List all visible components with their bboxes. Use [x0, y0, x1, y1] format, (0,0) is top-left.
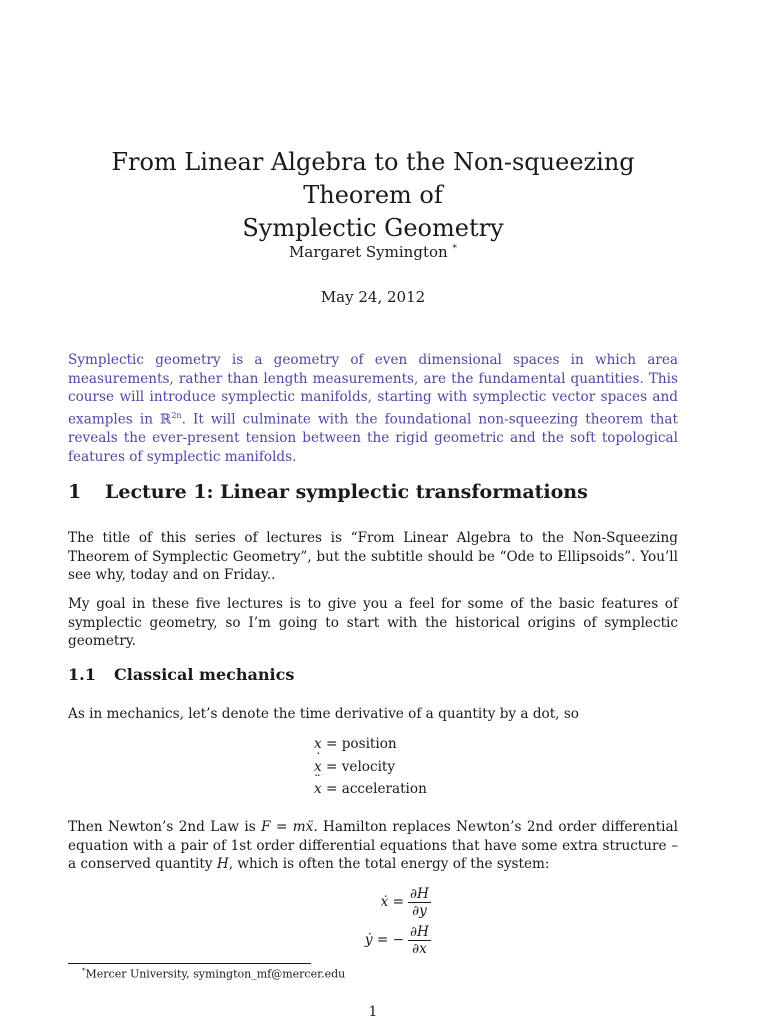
- equation-position: x = position: [314, 736, 397, 752]
- section-number: 1: [68, 481, 82, 503]
- hamiltonian-symbol: H: [216, 856, 229, 873]
- newton-law: F = mẍ: [261, 819, 314, 835]
- paragraph-4-text-b: . Hamilton replaces Newton’s 2nd order differential equation with a pair of 1st order differential equations that have some extra structure – a conserved quantity: [68, 819, 678, 873]
- footnote-rule: [68, 963, 311, 964]
- equation-rhs: position: [341, 736, 397, 752]
- title-line-1: From Linear Algebra to the Non-squeezing Theorem of: [111, 148, 635, 209]
- author-footnote-mark: *: [452, 244, 457, 254]
- abstract-R: ℝ: [160, 411, 172, 428]
- section-heading: [68, 481, 588, 503]
- paper-page: [68, 0, 678, 1024]
- paragraph-4: [68, 818, 678, 874]
- date: May 24, 2012: [320, 288, 426, 306]
- footnote-text: Mercer University, symington_mf@mercer.edu: [85, 967, 346, 981]
- fraction-denominator: ∂y: [412, 902, 427, 919]
- hamilton-lhs: ẏ = −: [364, 932, 404, 948]
- equation-lhs: ¨ x: [314, 778, 322, 801]
- subsection-title: Classical mechanics: [114, 665, 295, 684]
- abstract-text-2: . It will culminate with the foundational non-squeezing theorem that reveals the ever-present tension between the rigid geometric and the soft topological features of symplectic manifolds.: [68, 411, 678, 466]
- footnote-mark: *: [82, 967, 86, 975]
- author-name: Margaret Symington: [289, 243, 448, 261]
- hamilton-equation-2: [336, 921, 431, 959]
- hamilton-lhs: ẋ =: [380, 894, 404, 910]
- equation-lhs: ˙ x: [314, 756, 322, 779]
- equation-rhs: acceleration: [341, 781, 427, 798]
- paragraph-4-text-c: , which is often the total energy of the system:: [228, 856, 550, 873]
- subsection-heading: [68, 665, 294, 684]
- equation-rhs: velocity: [341, 758, 396, 775]
- fraction-numerator: ∂H: [410, 885, 429, 902]
- author: [68, 243, 678, 261]
- abstract: [68, 351, 678, 467]
- subsection-number: 1.1: [68, 665, 96, 684]
- hamilton-equations: [336, 883, 431, 959]
- fraction: [408, 886, 431, 919]
- equation-block: [314, 733, 427, 801]
- footnote: [82, 967, 345, 981]
- fraction-denominator: ∂x: [412, 940, 427, 957]
- paragraph-3: As in mechanics, let’s denote the time derivative of a quantity by a dot, so: [68, 706, 579, 722]
- paragraph-1: The title of this series of lectures is “From Linear Algebra to the Non-Squeezing Theorem of Symplectic Geometry”, but the subtitle should be “Ode to Ellipsoids”. You’ll see why, today and on Friday..: [68, 530, 678, 584]
- equation-lhs: x: [314, 736, 322, 752]
- paragraph-4-text-a: Then Newton’s 2nd Law is: [68, 819, 262, 835]
- title-line-2: Symplectic Geometry: [242, 214, 504, 242]
- abstract-text-1: Symplectic geometry is a geometry of even dimensional spaces in which area measurements, rather than length measurements, are the fundamental quantities. This course will introduce symplectic manifolds, starting with symplectic vector spaces and examples in: [68, 352, 678, 428]
- page-number: 1: [368, 1004, 378, 1020]
- paper-title: [68, 146, 678, 245]
- fraction-numerator: ∂H: [410, 923, 429, 940]
- equation-acceleration: ¨ x = acceleration: [314, 778, 427, 801]
- hamilton-equation-1: [336, 883, 431, 921]
- fraction: [408, 924, 431, 957]
- equation-velocity: ˙ x = velocity: [314, 756, 427, 779]
- section-title: Lecture 1: Linear symplectic transformations: [105, 481, 588, 503]
- abstract-exponent: 2n: [171, 411, 182, 421]
- paragraph-2: My goal in these five lectures is to give you a feel for some of the basic features of symplectic geometry, so I’m going to start with the historical origins of symplectic geometry.: [68, 596, 678, 650]
